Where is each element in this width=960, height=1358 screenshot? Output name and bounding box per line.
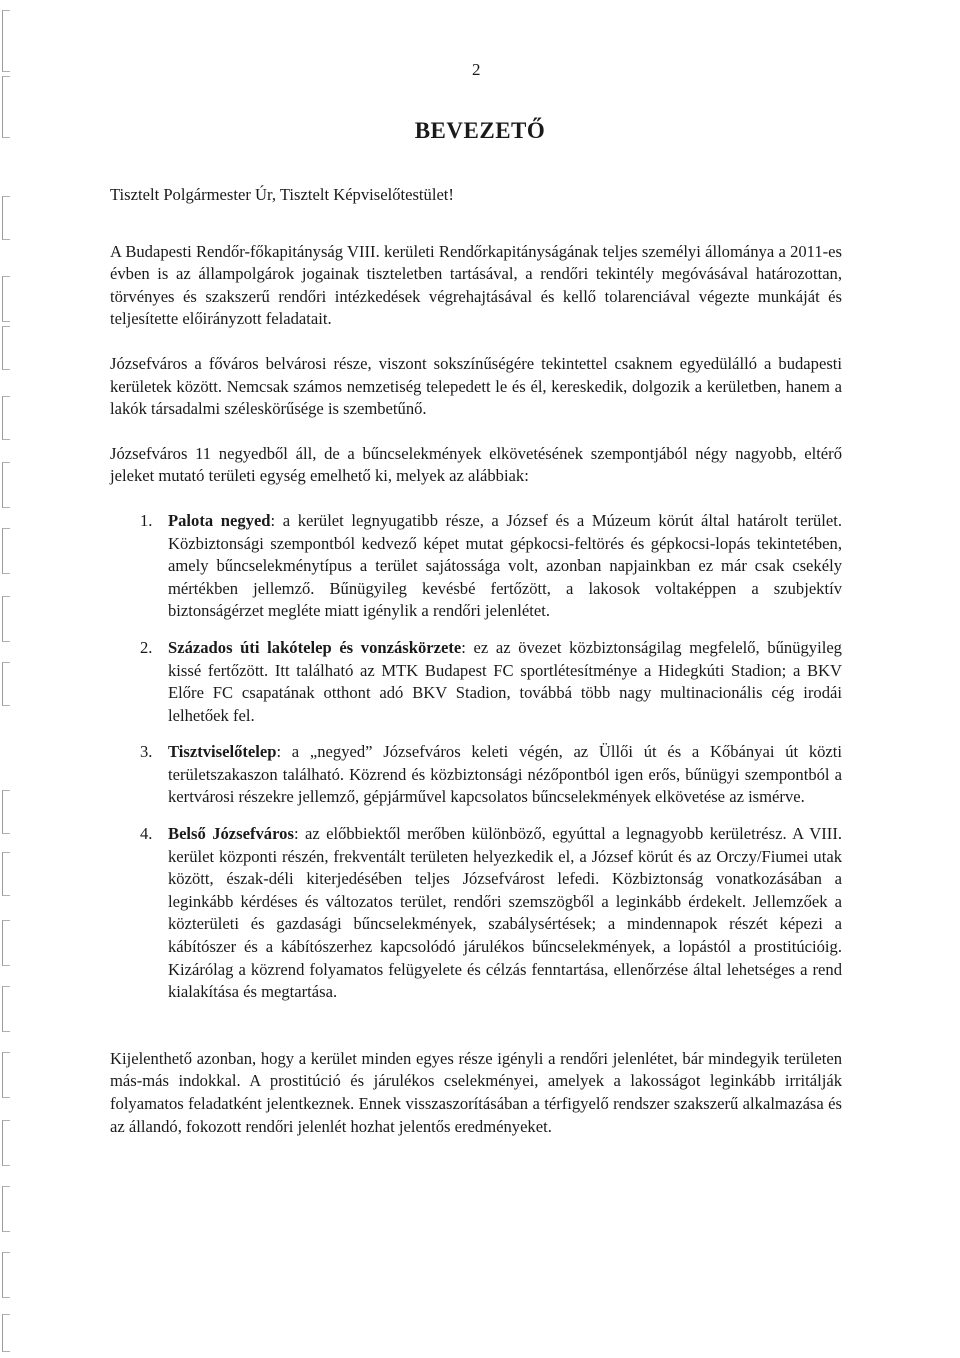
paragraph-district: Józsefváros a főváros belvárosi része, viszont sokszínűségére tekintettel csaknem egyedülálló a budapesti kerületek között. Nemcsak számos nemzetiség telepedett le és él, kereskedik, dolgozik a kerületben, hanem a lakók társadalmi széleskörűsége is szembetűnő. <box>110 353 842 419</box>
list-number: 2. <box>140 637 153 657</box>
list-item <box>110 637 842 727</box>
paragraph-intro: A Budapesti Rendőr-főkapitányság VIII. kerületi Rendőrkapitányságának teljes személyi állománya a 2011-es évben is az állampolgárok jogainak tiszteletben tartásával, a rendőri tekintély megóvásával határozottan, törvényes és szakszerű rendőri intézkedések végrehajtásával és kellő tolarenciával végezte munkáját és teljesítette előirányzott feladatait. <box>110 241 842 329</box>
list-item <box>110 823 842 1004</box>
list-number: 4. <box>140 824 153 844</box>
area-name: Palota negyed <box>168 510 271 530</box>
list-number: 1. <box>140 510 153 530</box>
paragraph-areas-intro: Józsefváros 11 negyedből áll, de a bűncselekmények elkövetésének szempontjából négy nagyobb, eltérő jeleket mutató területi egység emelhető ki, melyek az alábbiak: <box>110 443 842 486</box>
list-item <box>110 510 842 623</box>
area-description: : a kerület legnyugatibb része, a József és a Múzeum körút által határolt terület. Közbiztonsági szempontból kedvező képet mutat gépkocsi-feltörés és gépkocsi-lopás tekintetében, amely bűncselekménytípus a terület sajátossága volt, azonban napjainkban ez már csak csekély mértékben jellemző. Bűnügyileg kevésbé fertőzött, a lakosok voltaképpen a szubjektív biztonságérzet megléte miatt igénylik a rendőri jelenlétet. <box>168 510 842 621</box>
salutation: Tisztelt Polgármester Úr, Tisztelt Képviselőtestület! <box>110 185 454 204</box>
page-number: 2 <box>472 60 481 79</box>
area-name: Százados úti lakótelep és vonzáskörzete <box>168 637 462 657</box>
area-description: : ez az övezet közbiztonságilag megfelelő, bűnügyileg kissé fertőzött. Itt található az MTK Budapest FC sportlétesítménye a Hidegkúti Stadion; a BKV Előre FC csapatának otthont adó BKV Stadion, továbbá több nagy multinacionális cég irodái lelhetőek fel. <box>168 637 842 725</box>
page-title: BEVEZETŐ <box>414 118 546 143</box>
paragraph-closing: Kijelenthető azonban, hogy a kerület minden egyes része igényli a rendőri jelenlétet, bár mindegyik területen más-más indokkal. A prostitúció és járulékos cselekményei, amelyek a lakosságot leginkább irritálják folyamatos feladatként jelentkeznek. Ennek visszaszorításában a térfigyelő rendszer szakszerű alkalmazása és az állandó, fokozott rendőri jelenlét hozhat jelentős eredményeket. <box>110 1048 842 1136</box>
area-name: Tisztviselőtelep <box>168 742 277 762</box>
area-description: : a „negyed” Józsefváros keleti végén, az Üllői út és a Kőbányai út közti területszakaszon található. Közrend és közbiztonsági nézőpontból igen erős, bűnügyi szempontból a kertvárosi részekre jellemző, gépjárművel kapcsolatos bűncselekmények elkövetése az ismérve. <box>168 742 842 807</box>
area-description: : az előbbiektől merőben különböző, egyúttal a legnagyobb kerületrész. A VIII. kerület központi részén, frekventált területen helyezkedik el, a József körút és az Orczy/Fiumei utak között, észak-déli kiterjedésében teljes Józsefvárost lefedi. Közbiztonság vonatkozásában a leginkább kérdéses és változatos terület, rendőri szemszögből a leginkább érdekelt. Jellemzőek a közterületi és gazdasági bűncselekmények, szabálysértések; a mindennapok részét képezi a kábítószer és a kábítószerhez kapcsolódó járulékos bűncselekmények, a lopástól a prostitúcióig. Kizárólag a közrend folyamatos felügyelete és célzás fenntartása, ellenőrzése által lehetséges a rend kialakítása és megtartása. <box>168 824 843 1002</box>
area-name: Belső Józsefváros <box>168 824 294 844</box>
scan-binding-edge <box>0 0 14 1358</box>
area-list <box>110 510 842 1004</box>
document-body <box>110 184 842 1138</box>
list-item <box>110 741 842 809</box>
list-number: 3. <box>140 742 153 762</box>
